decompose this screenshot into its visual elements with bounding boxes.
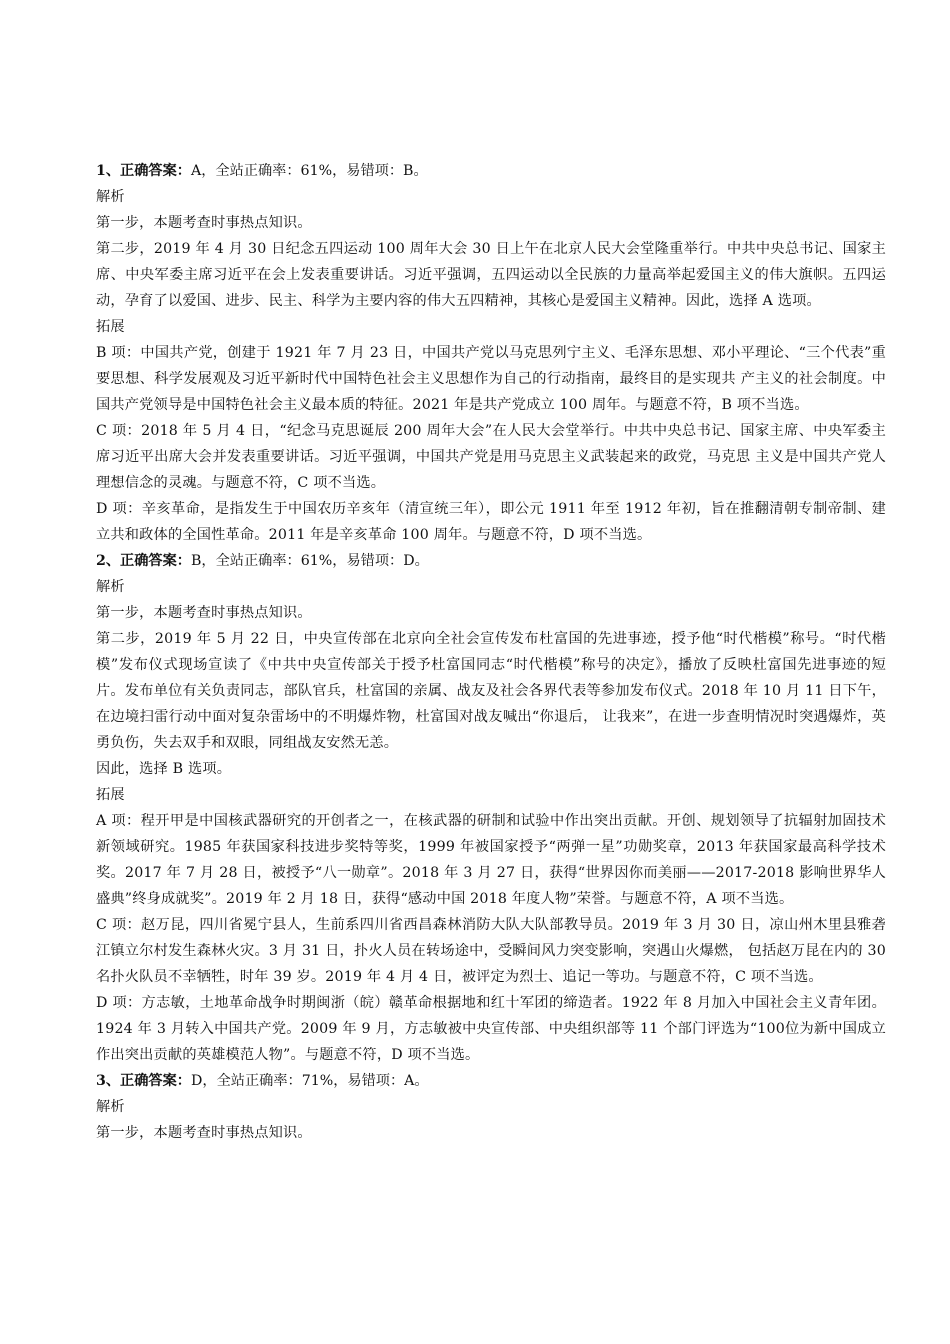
question-1-step1: 第一步，本题考查时事热点知识。 — [96, 215, 312, 231]
question-1-option-c: C 项：2018 年 5 月 4 日，“纪念马克思诞辰 200 周年大会”在人民大会堂举行。中共中央总书记、国家主席、中央军委主席习近平出席大会并发表重要讲话。习近平强调，中国共产党是用马克思主义武装起来的政党，马克思 主义是中国共产党人理想信念的灵魂。与题意不符，C 项不当选。 — [96, 423, 886, 491]
question-3-label: 3、正确答案： — [96, 1073, 191, 1089]
question-2-label: 2、正确答案： — [96, 553, 191, 569]
question-2-step2: 第二步，2019 年 5 月 22 日，中央宣传部在北京向全社会宣传发布杜富国的先进事迹，授予他“时代楷模”称号。“时代楷模”发布仪式现场宣读了《中共中央宣传部关于授予杜富国同志“时代楷模”称号的决定》，播放了反映杜富国先进事迹的短片。发布单位有关负责同志，部队官兵，杜富国的亲属、战友及社会各界代表等参加发布仪式。2018 年 10 月 11 日下午，在边境扫雷行动中面对复杂雷场中的不明爆炸物，杜富国对战友喊出“你退后， 让我来”，在进一步查明情况时突遇爆炸，英勇负伤，失去双手和双眼，同组战友安然无恙。 — [96, 631, 886, 751]
question-1-step2: 第二步，2019 年 4 月 30 日纪念五四运动 100 周年大会 30 日上午在北京人民大会堂隆重举行。中共中央总书记、国家主席、中央军委主席习近平在会上发表重要讲话。习近平强调，五四运动以全民族的力量高举起爱国主义的伟大旗帜。五四运动，孕育了以爱国、进步、民主、科学为主要内容的伟大五四精神，其核心是爱国主义精神。因此，选择 A 选项。 — [96, 241, 886, 309]
question-2-header — [96, 548, 886, 574]
question-3-analysis-label: 解析 — [96, 1099, 125, 1115]
question-2-option-a: A 项：程开甲是中国核武器研究的开创者之一，在核武器的研制和试验中作出突出贡献。开创、规划领导了抗辐射加固技术新领域研究。1985 年获国家科技进步奖特等奖，1999 年被国家授予“两弹一星”功勋奖章，2013 年获国家最高科学技术奖。2017 年 7 月 28 日，被授予“八一勋章”。2018 年 3 月 27 日，获得“世界因你而美丽——2017-2018 影响世界华人盛典”终身成就奖”。2019 年 2 月 18 日，获得“感动中国 2018 年度人物”荣誉。与题意不符，A 项不当选。 — [96, 813, 886, 907]
question-1-label: 1、正确答案： — [96, 163, 191, 179]
question-1-option-b: B 项：中国共产党，创建于 1921 年 7 月 23 日，中国共产党以马克思列宁主义、毛泽东思想、邓小平理论、“三个代表”重要思想、科学发展观及习近平新时代中国特色社会主义思想作为自己的行动指南，最终目的是实现共 产主义的社会制度。中国共产党领导是中国特色社会主义最本质的特征。2021 年是共产党成立 100 周年。与题意不符，B 项不当选。 — [96, 345, 886, 413]
question-2-option-c: C 项：赵万昆，四川省冕宁县人，生前系四川省西昌森林消防大队大队部教导员。2019 年 3 月 30 日，凉山州木里县雅砻江镇立尔村发生森林火灾。3 月 31 日，扑火人员在转场途中，受瞬间风力突变影响，突遇山火爆燃， 包括赵万昆在内的 30 名扑火队员不幸牺牲，时年 39 岁。2019 年 4 月 4 日，被评定为烈士、追记一等功。与题意不符，C 项不当选。 — [96, 917, 886, 985]
question-2-extend-label: 拓展 — [96, 787, 125, 803]
question-1-extend-label: 拓展 — [96, 319, 125, 335]
question-3-header — [96, 1068, 886, 1094]
question-2-step1: 第一步，本题考查时事热点知识。 — [96, 605, 312, 621]
question-1-option-d: D 项：辛亥革命，是指发生于中国农历辛亥年（清宣统三年），即公元 1911 年至 1912 年初，旨在推翻清朝专制帝制、建立共和政体的全国性革命。2011 年是辛亥革命 100 周年。与题意不符，D 项不当选。 — [96, 501, 886, 543]
question-3-step1: 第一步，本题考查时事热点知识。 — [96, 1125, 312, 1141]
question-3-answer: D，全站正确率：71%，易错项：A。 — [191, 1073, 429, 1089]
question-2-option-d: D 项：方志敏，土地革命战争时期闽浙（皖）赣革命根据地和红十军团的缔造者。1922 年 8 月加入中国社会主义青年团。1924 年 3 月转入中国共产党。2009 年 9 月，方志敏被中央宣传部、中央组织部等 11 个部门评选为“100位为新中国成立作出突出贡献的英雄模范人物”。与题意不符，D 项不当选。 — [96, 995, 886, 1063]
question-1-answer: A，全站正确率：61%，易错项：B。 — [191, 163, 428, 179]
question-2-analysis-label: 解析 — [96, 579, 125, 595]
answer-document — [96, 158, 886, 1146]
question-1-header — [96, 158, 886, 184]
question-2-conclusion: 因此，选择 B 选项。 — [96, 761, 232, 777]
question-1-analysis-label: 解析 — [96, 189, 125, 205]
question-2-answer: B，全站正确率：61%，易错项：D。 — [191, 553, 429, 569]
